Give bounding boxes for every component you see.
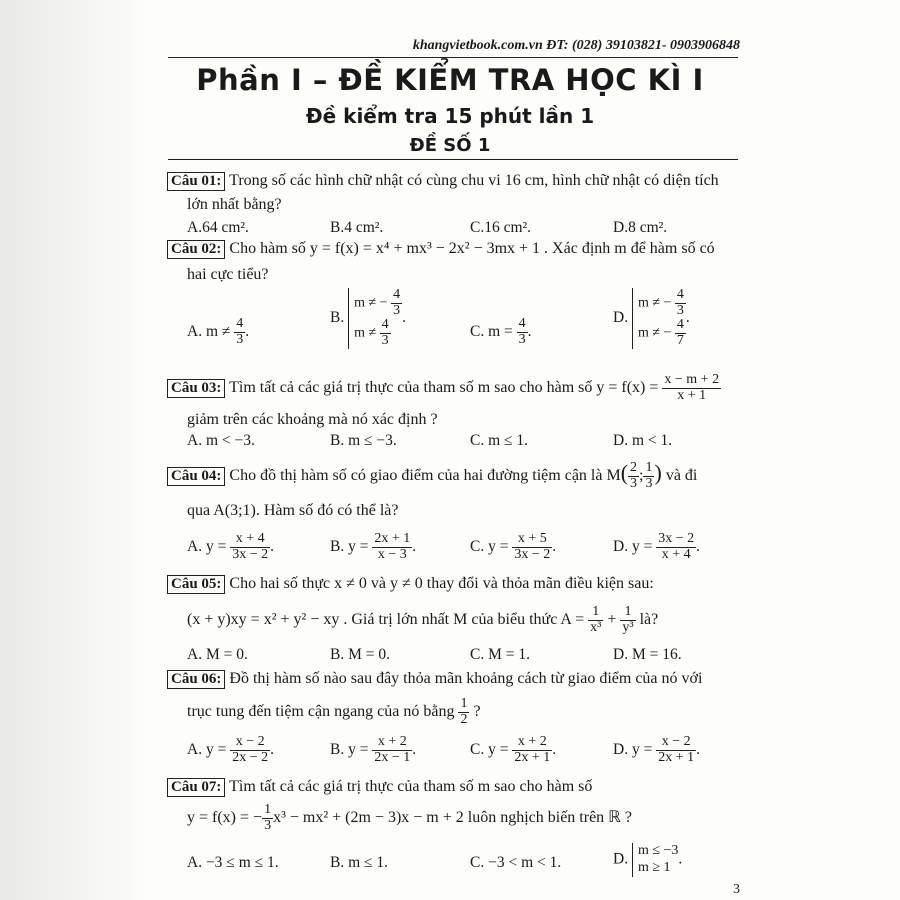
question-text-cont: hai cực tiểu?: [187, 266, 269, 283]
option-c: C. −3 < m < 1.: [470, 854, 562, 871]
question-text: Tìm tất cả các giá trị thực của tham số m sao cho hàm số y = f(x) =: [229, 378, 659, 396]
question-text-cont: y = f(x) = − $\frac{1}{3}$ x³ − mx² + (2m − 3)x − m + 2 luôn nghịch biến trên ℝ ?: [187, 802, 632, 833]
question-label: Câu 07:: [167, 778, 225, 797]
question-text: Tìm tất cả các giá trị thực của tham số m sao cho hàm số: [229, 778, 593, 795]
question-3: Câu 03: Tìm tất cả các giá trị thực của tham số m sao cho hàm số y = f(x) = $\frac{x - m + 2}{x + 1}$: [167, 373, 721, 403]
option-b: B. y = $\frac{2x + 1}{x - 3}$ .: [330, 531, 417, 562]
question-label: Câu 04:: [167, 467, 225, 486]
question-label: Câu 05:: [167, 575, 225, 594]
option-d: D. y = $\frac{3x - 2}{x + 4}$ .: [613, 531, 700, 562]
option-c: C. y = $\frac{x + 2}{2x + 1}$ .: [470, 734, 557, 765]
question-2: [167, 240, 715, 259]
option-a: A. m < −3.: [187, 432, 255, 449]
question-text: Cho hàm số y = f(x) = x⁴ + mx³ − 2x² − 3mx + 1 . Xác định m để hàm số có: [229, 240, 715, 257]
header-rule: [168, 57, 738, 58]
question-text-cont: (x + y)xy = x² + y² − xy . Giá trị lớn nhất M của biểu thức A = $\frac{1}{\text{x³}}$ + $\frac{1}{\text{y³}}$ là?: [187, 604, 659, 635]
option-d: D. m < 1.: [613, 432, 673, 449]
option-a: A. M = 0.: [187, 646, 248, 663]
option-d: D. m ≤ −3 m ≥ 1 .: [613, 843, 683, 875]
question-text-cont: lớn nhất bằng?: [187, 196, 282, 213]
title-rule: [168, 159, 738, 160]
exam-title: ĐỀ SỐ 1: [409, 135, 491, 156]
question-text: Cho đồ thị hàm số có giao điểm của hai đường tiệm cận là M: [229, 467, 621, 484]
question-label: Câu 01:: [167, 172, 225, 191]
question-5: [167, 575, 654, 594]
option-a: A. m ≠ $\frac{4}{3}$ .: [187, 316, 250, 347]
option-d: D. M = 16.: [613, 646, 682, 663]
question-1: [167, 172, 719, 191]
option-c: C. y = $\frac{x + 5}{3x - 2}$ .: [470, 531, 557, 562]
question-text: Đồ thị hàm số nào sau đây thỏa mãn khoảng cách từ giao điểm của nó với: [229, 670, 703, 687]
page-number: 3: [733, 882, 740, 897]
bracket-system: m ≤ −3 m ≥ 1: [632, 843, 678, 877]
option-d: D.8 cm².: [613, 219, 668, 236]
question-text-cont: qua A(3;1). Hàm số đó có thể là?: [187, 502, 399, 519]
option-c: C. M = 1.: [470, 646, 530, 663]
option-b: B. M = 0.: [330, 646, 390, 663]
question-label: Câu 02:: [167, 240, 225, 259]
question-7: [167, 778, 592, 797]
option-a: A. −3 ≤ m ≤ 1.: [187, 854, 279, 871]
question-text-cont: giảm trên các khoảng mà nó xác định ?: [187, 411, 438, 428]
option-d: D. m ≠ − $\frac{4}{3}$ m ≠ − $\frac{4}{7}$ .: [613, 287, 690, 349]
sub-title: Đề kiểm tra 15 phút lần 1: [305, 104, 595, 128]
option-a: A. y = $\frac{x + 4}{3x - 2}$ .: [187, 531, 274, 562]
option-b: B. m ≤ −3.: [330, 432, 397, 449]
option-b: B.4 cm².: [330, 219, 384, 236]
option-b: B. y = $\frac{x + 2}{2x - 1}$ .: [330, 734, 417, 765]
option-a: A.64 cm².: [187, 219, 249, 236]
question-text: Cho hai số thực x ≠ 0 và y ≠ 0 thay đổi và thỏa mãn điều kiện sau:: [229, 575, 654, 592]
bracket-system: m ≠ − $\frac{4}{3}$ m ≠ $\frac{4}{3}$: [348, 288, 402, 349]
question-6: [167, 670, 702, 689]
question-4: Câu 04: Cho đồ thị hàm số có giao điểm của hai đường tiệm cận là M( $\frac{2}{3}$ ; $\frac{1}{3}$ ) và đi: [167, 460, 697, 492]
option-c: C.16 cm².: [470, 219, 532, 236]
bracket-system: m ≠ − $\frac{4}{3}$ m ≠ − $\frac{4}{7}$: [632, 288, 686, 349]
part-title: Phần I – ĐỀ KIỂM TRA HỌC KÌ I: [196, 63, 704, 97]
question-label: Câu 03:: [167, 379, 225, 398]
option-c: C. m = $\frac{4}{3}$ .: [470, 316, 532, 347]
question-text: Trong số các hình chữ nhật có cùng chu vi 16 cm, hình chữ nhật có diện tích: [229, 172, 719, 189]
page-shadow: [0, 0, 150, 900]
header-contact: khangvietbook.com.vn ĐT: (028) 39103821- 0903906848: [412, 38, 740, 53]
option-b: B. m ≠ − $\frac{4}{3}$ m ≠ $\frac{4}{3}$ .: [330, 287, 406, 349]
question-text-cont: trục tung đến tiệm cận ngang của nó bằng $\frac{1}{2}$ ?: [187, 696, 481, 727]
option-b: B. m ≤ 1.: [330, 854, 389, 871]
option-c: C. m ≤ 1.: [470, 432, 529, 449]
option-d: D. y = $\frac{x - 2}{2x + 1}$ .: [613, 734, 700, 765]
option-a: A. y = $\frac{x - 2}{2x - 2}$ .: [187, 734, 274, 765]
question-label: Câu 06:: [167, 670, 225, 689]
